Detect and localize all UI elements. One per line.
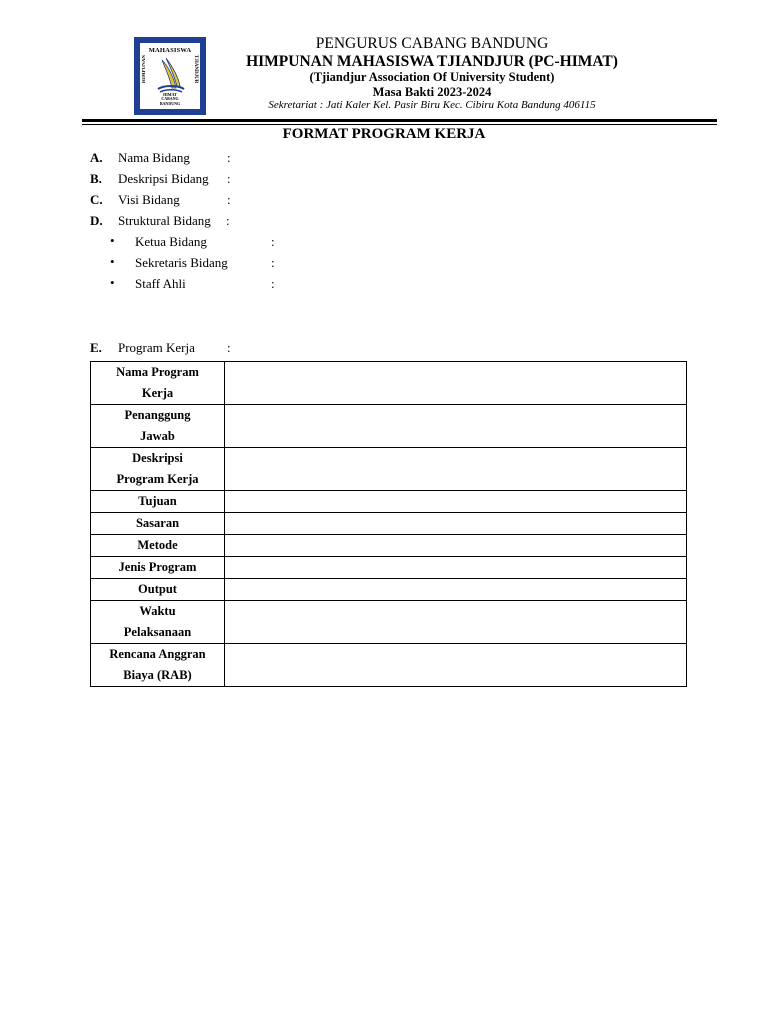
bullet-icon: • bbox=[110, 275, 115, 290]
bullet-icon: • bbox=[110, 254, 115, 269]
row-value-cell[interactable] bbox=[225, 448, 687, 491]
table-row bbox=[91, 362, 687, 405]
row-label bbox=[91, 491, 225, 513]
field-colon: : bbox=[226, 213, 230, 228]
row-label bbox=[91, 535, 225, 557]
row-label-line: Metode bbox=[137, 538, 178, 552]
row-label-line: Jawab bbox=[140, 429, 175, 443]
field-colon: : bbox=[227, 340, 231, 355]
header-line-2: HIMPUNAN MAHASISWA TJIANDJUR (PC-HIMAT) bbox=[246, 53, 618, 70]
organization-logo bbox=[134, 37, 206, 115]
field-colon: : bbox=[227, 192, 231, 207]
logo-top-text: MAHASISWA bbox=[148, 47, 192, 54]
logo-bottom-line: HIMAT bbox=[163, 91, 177, 97]
row-value-cell[interactable] bbox=[225, 557, 687, 579]
header-rule-thick bbox=[82, 119, 717, 122]
table-row bbox=[91, 405, 687, 448]
field-letter: C. bbox=[90, 192, 103, 207]
field-label: Struktural Bidang bbox=[118, 213, 211, 228]
struktural-colon: : bbox=[271, 255, 275, 270]
table-row bbox=[91, 601, 687, 644]
row-value-cell[interactable] bbox=[225, 579, 687, 601]
table-row bbox=[91, 448, 687, 491]
logo-bottom-text bbox=[140, 93, 200, 107]
field-colon: : bbox=[227, 171, 231, 186]
row-label bbox=[91, 405, 225, 448]
bullet-icon: • bbox=[110, 233, 115, 248]
row-label-line: Program Kerja bbox=[116, 472, 199, 486]
logo-left-text: HIMPUNAN bbox=[142, 55, 147, 84]
field-label: Visi Bidang bbox=[118, 192, 180, 207]
struktural-colon: : bbox=[271, 276, 275, 291]
row-label-line: Penanggung bbox=[124, 408, 191, 422]
row-label-line: Waktu bbox=[139, 604, 176, 618]
row-value-cell[interactable] bbox=[225, 362, 687, 405]
header-address: Sekretariat : Jati Kaler Kel. Pasir Biru Kec. Cibiru Kota Bandung 406115 bbox=[268, 99, 596, 111]
row-label-line: Biaya (RAB) bbox=[123, 668, 192, 682]
logo-bottom-line: CABANG bbox=[161, 96, 179, 101]
row-value-cell[interactable] bbox=[225, 535, 687, 557]
row-label bbox=[91, 601, 225, 644]
row-label-line: Deskripsi bbox=[132, 451, 183, 465]
logo-frame bbox=[139, 42, 201, 110]
struktural-label: Sekretaris Bidang bbox=[135, 255, 228, 270]
field-label: Nama Bidang bbox=[118, 150, 190, 165]
header-line-4: Masa Bakti 2023-2024 bbox=[372, 85, 492, 99]
row-label-line: Kerja bbox=[141, 386, 174, 400]
table-row bbox=[91, 491, 687, 513]
logo-right-text: TJIANDJUR bbox=[193, 55, 198, 84]
document-title: FORMAT PROGRAM KERJA bbox=[282, 126, 486, 142]
row-label-line: Jenis Program bbox=[118, 560, 197, 574]
row-label-line: Nama Program bbox=[116, 365, 199, 379]
table-row bbox=[91, 535, 687, 557]
row-label-line: Sasaran bbox=[135, 516, 180, 530]
field-colon: : bbox=[227, 150, 231, 165]
header-line-1: PENGURUS CABANG BANDUNG bbox=[315, 35, 549, 52]
field-letter: B. bbox=[90, 171, 102, 186]
row-value-cell[interactable] bbox=[225, 405, 687, 448]
table-row bbox=[91, 513, 687, 535]
row-label bbox=[91, 579, 225, 601]
field-label: Program Kerja bbox=[118, 340, 195, 355]
table-row bbox=[91, 579, 687, 601]
field-letter: E. bbox=[90, 340, 102, 355]
row-label bbox=[91, 448, 225, 491]
row-label-line: Tujuan bbox=[138, 494, 177, 508]
field-label: Deskripsi Bidang bbox=[118, 171, 209, 186]
table-row bbox=[91, 644, 687, 687]
program-kerja-table bbox=[90, 361, 687, 687]
header-rule-thin bbox=[82, 124, 717, 125]
row-label bbox=[91, 362, 225, 405]
row-value-cell[interactable] bbox=[225, 644, 687, 687]
header-line-3: (Tjiandjur Association Of University Student) bbox=[309, 70, 555, 84]
row-label-line: Rencana Anggran bbox=[109, 647, 206, 661]
logo-bottom-line: BANDUNG bbox=[159, 100, 181, 106]
struktural-colon: : bbox=[271, 234, 275, 249]
row-value-cell[interactable] bbox=[225, 491, 687, 513]
row-label bbox=[91, 557, 225, 579]
table-row bbox=[91, 557, 687, 579]
field-letter: A. bbox=[90, 150, 103, 165]
struktural-label: Staff Ahli bbox=[135, 276, 186, 291]
row-label bbox=[91, 644, 225, 687]
row-value-cell[interactable] bbox=[225, 513, 687, 535]
row-label bbox=[91, 513, 225, 535]
row-label-line: Output bbox=[138, 582, 177, 596]
logo-emblem-icon bbox=[154, 56, 188, 96]
row-label-line: Pelaksanaan bbox=[123, 625, 192, 639]
struktural-label: Ketua Bidang bbox=[135, 234, 207, 249]
field-letter: D. bbox=[90, 213, 103, 228]
row-value-cell[interactable] bbox=[225, 601, 687, 644]
